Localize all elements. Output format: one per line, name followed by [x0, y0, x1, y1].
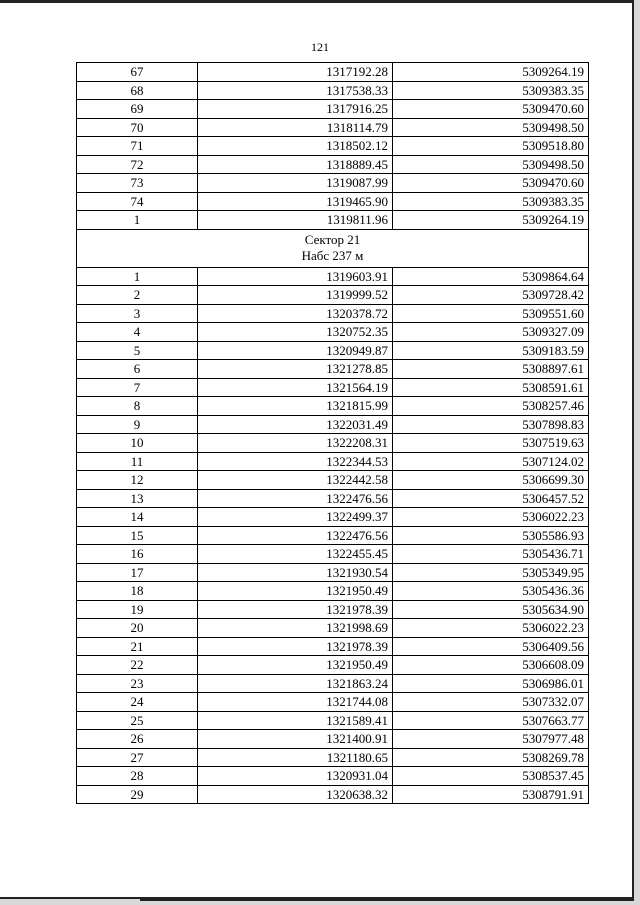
y-coordinate-cell: 5306022.23: [393, 508, 589, 527]
y-coordinate-cell: 5308257.46: [393, 397, 589, 416]
y-coordinate-cell: 5305349.95: [393, 563, 589, 582]
y-coordinate-cell: 5309383.35: [393, 81, 589, 100]
x-coordinate-cell: 1321180.65: [198, 748, 393, 767]
y-coordinate-cell: 5309864.64: [393, 267, 589, 286]
y-coordinate-cell: 5307124.02: [393, 452, 589, 471]
table-row: [77, 711, 589, 730]
point-number-cell: 19: [77, 600, 198, 619]
x-coordinate-cell: 1321930.54: [198, 563, 393, 582]
page-number: 121: [311, 40, 329, 54]
point-number-cell: 1: [77, 267, 198, 286]
point-number-cell: 24: [77, 693, 198, 712]
point-number-cell: 70: [77, 118, 198, 137]
table-row: [77, 730, 589, 749]
point-number-cell: 26: [77, 730, 198, 749]
y-coordinate-cell: 5309264.19: [393, 63, 589, 82]
table-row: [77, 619, 589, 638]
x-coordinate-cell: 1318889.45: [198, 155, 393, 174]
point-number-cell: 68: [77, 81, 198, 100]
x-coordinate-cell: 1321278.85: [198, 360, 393, 379]
y-coordinate-cell: 5306022.23: [393, 619, 589, 638]
table-row: [77, 508, 589, 527]
point-number-cell: 7: [77, 378, 198, 397]
scan-edge-top: [0, 0, 634, 3]
x-coordinate-cell: 1319087.99: [198, 174, 393, 193]
y-coordinate-cell: 5305634.90: [393, 600, 589, 619]
table-row: [77, 192, 589, 211]
point-number-cell: 72: [77, 155, 198, 174]
y-coordinate-cell: 5306409.56: [393, 637, 589, 656]
x-coordinate-cell: 1320638.32: [198, 785, 393, 804]
table-row: [77, 748, 589, 767]
y-coordinate-cell: 5309470.60: [393, 174, 589, 193]
x-coordinate-cell: 1319999.52: [198, 286, 393, 305]
x-coordinate-cell: 1321950.49: [198, 656, 393, 675]
x-coordinate-cell: 1322476.56: [198, 489, 393, 508]
x-coordinate-cell: 1322208.31: [198, 434, 393, 453]
x-coordinate-cell: 1321815.99: [198, 397, 393, 416]
point-number-cell: 73: [77, 174, 198, 193]
point-number-cell: 11: [77, 452, 198, 471]
table-row: [77, 63, 589, 82]
table-row: [77, 415, 589, 434]
y-coordinate-cell: 5309518.80: [393, 137, 589, 156]
table-row: [77, 656, 589, 675]
point-number-cell: 74: [77, 192, 198, 211]
point-number-cell: 28: [77, 767, 198, 786]
point-number-cell: 69: [77, 100, 198, 119]
x-coordinate-cell: 1317538.33: [198, 81, 393, 100]
x-coordinate-cell: 1322344.53: [198, 452, 393, 471]
y-coordinate-cell: 5307663.77: [393, 711, 589, 730]
point-number-cell: 21: [77, 637, 198, 656]
x-coordinate-cell: 1322499.37: [198, 508, 393, 527]
table-row: [77, 323, 589, 342]
point-number-cell: 29: [77, 785, 198, 804]
x-coordinate-cell: 1321863.24: [198, 674, 393, 693]
table-row: [77, 211, 589, 230]
section-subtitle: Набс 237 м: [301, 248, 364, 263]
table-row: [77, 360, 589, 379]
point-number-cell: 16: [77, 545, 198, 564]
x-coordinate-cell: 1321400.91: [198, 730, 393, 749]
point-number-cell: 17: [77, 563, 198, 582]
table-row: [77, 174, 589, 193]
table-row: [77, 785, 589, 804]
table-row: [77, 526, 589, 545]
table-row: [77, 434, 589, 453]
x-coordinate-cell: 1321978.39: [198, 637, 393, 656]
y-coordinate-cell: 5309327.09: [393, 323, 589, 342]
point-number-cell: 67: [77, 63, 198, 82]
point-number-cell: 12: [77, 471, 198, 490]
y-coordinate-cell: 5305436.71: [393, 545, 589, 564]
point-number-cell: 6: [77, 360, 198, 379]
x-coordinate-cell: 1321744.08: [198, 693, 393, 712]
y-coordinate-cell: 5308897.61: [393, 360, 589, 379]
x-coordinate-cell: 1317192.28: [198, 63, 393, 82]
table-row: [77, 267, 589, 286]
x-coordinate-cell: 1320931.04: [198, 767, 393, 786]
table-row: [77, 600, 589, 619]
y-coordinate-cell: 5309183.59: [393, 341, 589, 360]
x-coordinate-cell: 1321998.69: [198, 619, 393, 638]
point-number-cell: 27: [77, 748, 198, 767]
y-coordinate-cell: 5309498.50: [393, 118, 589, 137]
y-coordinate-cell: 5308537.45: [393, 767, 589, 786]
table-body-after-section: [77, 267, 589, 804]
point-number-cell: 3: [77, 304, 198, 323]
table-row: [77, 118, 589, 137]
coordinates-table: [76, 62, 589, 804]
table-row: [77, 674, 589, 693]
x-coordinate-cell: 1319465.90: [198, 192, 393, 211]
y-coordinate-cell: 5306457.52: [393, 489, 589, 508]
y-coordinate-cell: 5308269.78: [393, 748, 589, 767]
y-coordinate-cell: 5309383.35: [393, 192, 589, 211]
x-coordinate-cell: 1319603.91: [198, 267, 393, 286]
x-coordinate-cell: 1322031.49: [198, 415, 393, 434]
point-number-cell: 10: [77, 434, 198, 453]
point-number-cell: 71: [77, 137, 198, 156]
y-coordinate-cell: 5305436.36: [393, 582, 589, 601]
table-row: [77, 100, 589, 119]
point-number-cell: 1: [77, 211, 198, 230]
section-header-row: [77, 229, 589, 267]
point-number-cell: 8: [77, 397, 198, 416]
table-row: [77, 304, 589, 323]
table-row: [77, 286, 589, 305]
x-coordinate-cell: 1322476.56: [198, 526, 393, 545]
point-number-cell: 15: [77, 526, 198, 545]
table-row: [77, 545, 589, 564]
table-row: [77, 563, 589, 582]
table-row: [77, 137, 589, 156]
y-coordinate-cell: 5306699.30: [393, 471, 589, 490]
y-coordinate-cell: 5307332.07: [393, 693, 589, 712]
x-coordinate-cell: 1318114.79: [198, 118, 393, 137]
point-number-cell: 14: [77, 508, 198, 527]
x-coordinate-cell: 1317916.25: [198, 100, 393, 119]
y-coordinate-cell: 5309551.60: [393, 304, 589, 323]
x-coordinate-cell: 1321564.19: [198, 378, 393, 397]
y-coordinate-cell: 5307898.83: [393, 415, 589, 434]
y-coordinate-cell: 5308791.91: [393, 785, 589, 804]
table-row: [77, 452, 589, 471]
point-number-cell: 2: [77, 286, 198, 305]
y-coordinate-cell: 5309470.60: [393, 100, 589, 119]
x-coordinate-cell: 1320378.72: [198, 304, 393, 323]
x-coordinate-cell: 1322455.45: [198, 545, 393, 564]
section-header-body: [77, 229, 589, 267]
table-row: [77, 397, 589, 416]
table-row: [77, 155, 589, 174]
table-row: [77, 582, 589, 601]
table-row: [77, 693, 589, 712]
y-coordinate-cell: 5306608.09: [393, 656, 589, 675]
table-row: [77, 489, 589, 508]
y-coordinate-cell: 5308591.61: [393, 378, 589, 397]
table-row: [77, 767, 589, 786]
y-coordinate-cell: 5309728.42: [393, 286, 589, 305]
point-number-cell: 18: [77, 582, 198, 601]
y-coordinate-cell: 5307977.48: [393, 730, 589, 749]
point-number-cell: 20: [77, 619, 198, 638]
y-coordinate-cell: 5306986.01: [393, 674, 589, 693]
y-coordinate-cell: 5309264.19: [393, 211, 589, 230]
table-row: [77, 637, 589, 656]
scan-edge-bottom: [140, 898, 634, 901]
point-number-cell: 22: [77, 656, 198, 675]
x-coordinate-cell: 1318502.12: [198, 137, 393, 156]
table-row: [77, 471, 589, 490]
x-coordinate-cell: 1322442.58: [198, 471, 393, 490]
y-coordinate-cell: 5305586.93: [393, 526, 589, 545]
section-header-cell: [77, 229, 589, 267]
x-coordinate-cell: 1321978.39: [198, 600, 393, 619]
x-coordinate-cell: 1321950.49: [198, 582, 393, 601]
point-number-cell: 5: [77, 341, 198, 360]
table-row: [77, 341, 589, 360]
y-coordinate-cell: 5309498.50: [393, 155, 589, 174]
section-title: Сектор 21: [304, 232, 361, 247]
point-number-cell: 13: [77, 489, 198, 508]
point-number-cell: 25: [77, 711, 198, 730]
table-body-before-section: [77, 63, 589, 230]
point-number-cell: 23: [77, 674, 198, 693]
point-number-cell: 4: [77, 323, 198, 342]
x-coordinate-cell: 1321589.41: [198, 711, 393, 730]
y-coordinate-cell: 5307519.63: [393, 434, 589, 453]
table-row: [77, 378, 589, 397]
x-coordinate-cell: 1320752.35: [198, 323, 393, 342]
x-coordinate-cell: 1319811.96: [198, 211, 393, 230]
x-coordinate-cell: 1320949.87: [198, 341, 393, 360]
table-row: [77, 81, 589, 100]
point-number-cell: 9: [77, 415, 198, 434]
